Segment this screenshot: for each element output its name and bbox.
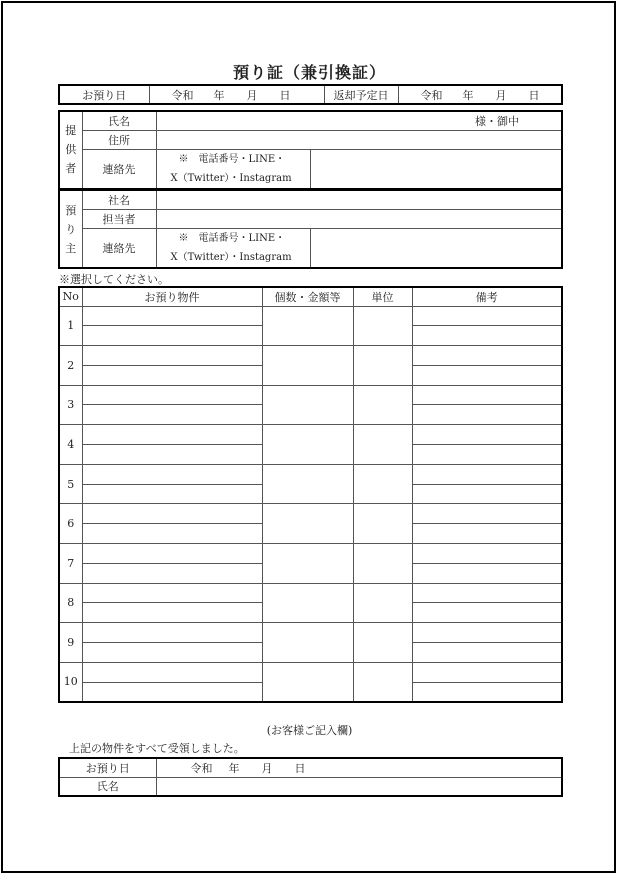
document-title: 預り証（兼引換証）	[232, 63, 386, 82]
unit-field[interactable]	[353, 306, 412, 346]
item-field[interactable]	[82, 464, 262, 484]
provider-contact-field[interactable]	[310, 149, 562, 189]
row-number: 6	[59, 504, 82, 544]
customer-deposit-date-label: お預り日	[59, 758, 156, 777]
col-header-remarks: 備考	[412, 287, 562, 306]
remarks-field[interactable]	[412, 563, 562, 583]
col-header-item: お預り物件	[82, 287, 262, 306]
table-row	[59, 464, 562, 484]
remarks-field[interactable]	[412, 365, 562, 385]
remarks-field[interactable]	[412, 484, 562, 504]
col-header-no: No	[59, 287, 82, 306]
remarks-field[interactable]	[412, 306, 562, 326]
row-number: 10	[59, 662, 82, 702]
item-field[interactable]	[82, 544, 262, 564]
table-row	[59, 306, 562, 326]
table-row	[59, 346, 562, 366]
row-number: 8	[59, 583, 82, 623]
remarks-field[interactable]	[412, 464, 562, 484]
item-field[interactable]	[82, 662, 262, 682]
custodian-person-field[interactable]	[156, 209, 562, 228]
row-number: 1	[59, 306, 82, 346]
table-row	[59, 662, 562, 682]
remarks-field[interactable]	[412, 326, 562, 346]
quantity-field[interactable]	[262, 662, 353, 702]
quantity-field[interactable]	[262, 306, 353, 346]
return-date-label: 返却予定日	[324, 85, 398, 104]
row-number: 2	[59, 346, 82, 386]
unit-field[interactable]	[353, 623, 412, 663]
item-field[interactable]	[82, 306, 262, 326]
items-table	[58, 286, 563, 703]
table-row	[59, 544, 562, 564]
col-header-unit: 単位	[353, 287, 412, 306]
remarks-field[interactable]	[412, 603, 562, 623]
item-field[interactable]	[82, 445, 262, 465]
quantity-field[interactable]	[262, 385, 353, 425]
table-row	[59, 623, 562, 643]
remarks-field[interactable]	[412, 682, 562, 702]
custodian-company-label: 社名	[82, 190, 156, 209]
custodian-group-label: 預り主	[59, 190, 82, 268]
customer-caption: (お客様ご記入欄)	[266, 724, 353, 737]
item-field[interactable]	[82, 603, 262, 623]
row-number: 3	[59, 385, 82, 425]
custodian-contact-field[interactable]	[310, 228, 562, 268]
remarks-field[interactable]	[412, 445, 562, 465]
provider-contact-label: 連絡先	[82, 149, 156, 189]
row-number: 9	[59, 623, 82, 663]
deposit-date-label: お預り日	[59, 85, 149, 104]
row-number: 5	[59, 464, 82, 504]
quantity-field[interactable]	[262, 544, 353, 584]
custodian-contact-type[interactable]: ※ 電話番号・LINE・ X（Twitter）・Instagram	[156, 228, 310, 268]
deposit-date-field[interactable]: 令和 年 月 日	[149, 85, 324, 104]
provider-name-field[interactable]	[156, 111, 562, 130]
name-suffix: 様・御中	[475, 114, 519, 128]
customer-deposit-date-field[interactable]: 令和 年 月 日	[156, 758, 562, 777]
customer-table	[58, 757, 563, 797]
quantity-field[interactable]	[262, 425, 353, 465]
remarks-field[interactable]	[412, 524, 562, 544]
select-note: ※選択してください。	[59, 273, 169, 286]
remarks-field[interactable]	[412, 504, 562, 524]
receipt-statement: 上記の物件をすべて受領しました。	[69, 742, 245, 755]
remarks-field[interactable]	[412, 643, 562, 663]
item-field[interactable]	[82, 484, 262, 504]
table-row	[59, 425, 562, 445]
unit-field[interactable]	[353, 346, 412, 386]
item-field[interactable]	[82, 405, 262, 425]
custodian-table	[58, 189, 563, 269]
unit-field[interactable]	[353, 583, 412, 623]
remarks-field[interactable]	[412, 405, 562, 425]
provider-address-label: 住所	[82, 130, 156, 149]
quantity-field[interactable]	[262, 346, 353, 386]
table-row	[59, 385, 562, 405]
unit-field[interactable]	[353, 544, 412, 584]
item-field[interactable]	[82, 682, 262, 702]
date-header-table	[58, 84, 563, 105]
item-field[interactable]	[82, 385, 262, 405]
unit-field[interactable]	[353, 504, 412, 544]
remarks-field[interactable]	[412, 662, 562, 682]
item-field[interactable]	[82, 425, 262, 445]
table-row	[59, 504, 562, 524]
unit-field[interactable]	[353, 425, 412, 465]
row-number: 4	[59, 425, 82, 465]
unit-field[interactable]	[353, 464, 412, 504]
remarks-field[interactable]	[412, 623, 562, 643]
quantity-field[interactable]	[262, 623, 353, 663]
remarks-field[interactable]	[412, 385, 562, 405]
provider-name-label: 氏名	[82, 111, 156, 130]
provider-table	[58, 110, 563, 190]
quantity-field[interactable]	[262, 464, 353, 504]
item-field[interactable]	[82, 623, 262, 643]
row-number: 7	[59, 544, 82, 584]
item-field[interactable]	[82, 524, 262, 544]
item-field[interactable]	[82, 643, 262, 663]
custodian-person-label: 担当者	[82, 209, 156, 228]
remarks-field[interactable]	[412, 583, 562, 603]
item-field[interactable]	[82, 326, 262, 346]
custodian-contact-label: 連絡先	[82, 228, 156, 268]
remarks-field[interactable]	[412, 544, 562, 564]
provider-group-label: 提供者	[59, 111, 82, 189]
unit-field[interactable]	[353, 385, 412, 425]
provider-address-field[interactable]	[156, 130, 562, 149]
custodian-company-field[interactable]	[156, 190, 562, 209]
remarks-field[interactable]	[412, 425, 562, 445]
col-header-quantity: 個数・金額等	[262, 287, 353, 306]
remarks-field[interactable]	[412, 346, 562, 366]
customer-name-label: 氏名	[59, 777, 156, 796]
item-field[interactable]	[82, 583, 262, 603]
item-field[interactable]	[82, 504, 262, 524]
item-field[interactable]	[82, 563, 262, 583]
provider-contact-type[interactable]: ※ 電話番号・LINE・ X（Twitter）・Instagram	[156, 149, 310, 189]
item-field[interactable]	[82, 365, 262, 385]
unit-field[interactable]	[353, 662, 412, 702]
table-row	[59, 583, 562, 603]
quantity-field[interactable]	[262, 504, 353, 544]
return-date-field[interactable]: 令和 年 月 日	[398, 85, 562, 104]
customer-name-field[interactable]	[156, 777, 562, 796]
quantity-field[interactable]	[262, 583, 353, 623]
item-field[interactable]	[82, 346, 262, 366]
